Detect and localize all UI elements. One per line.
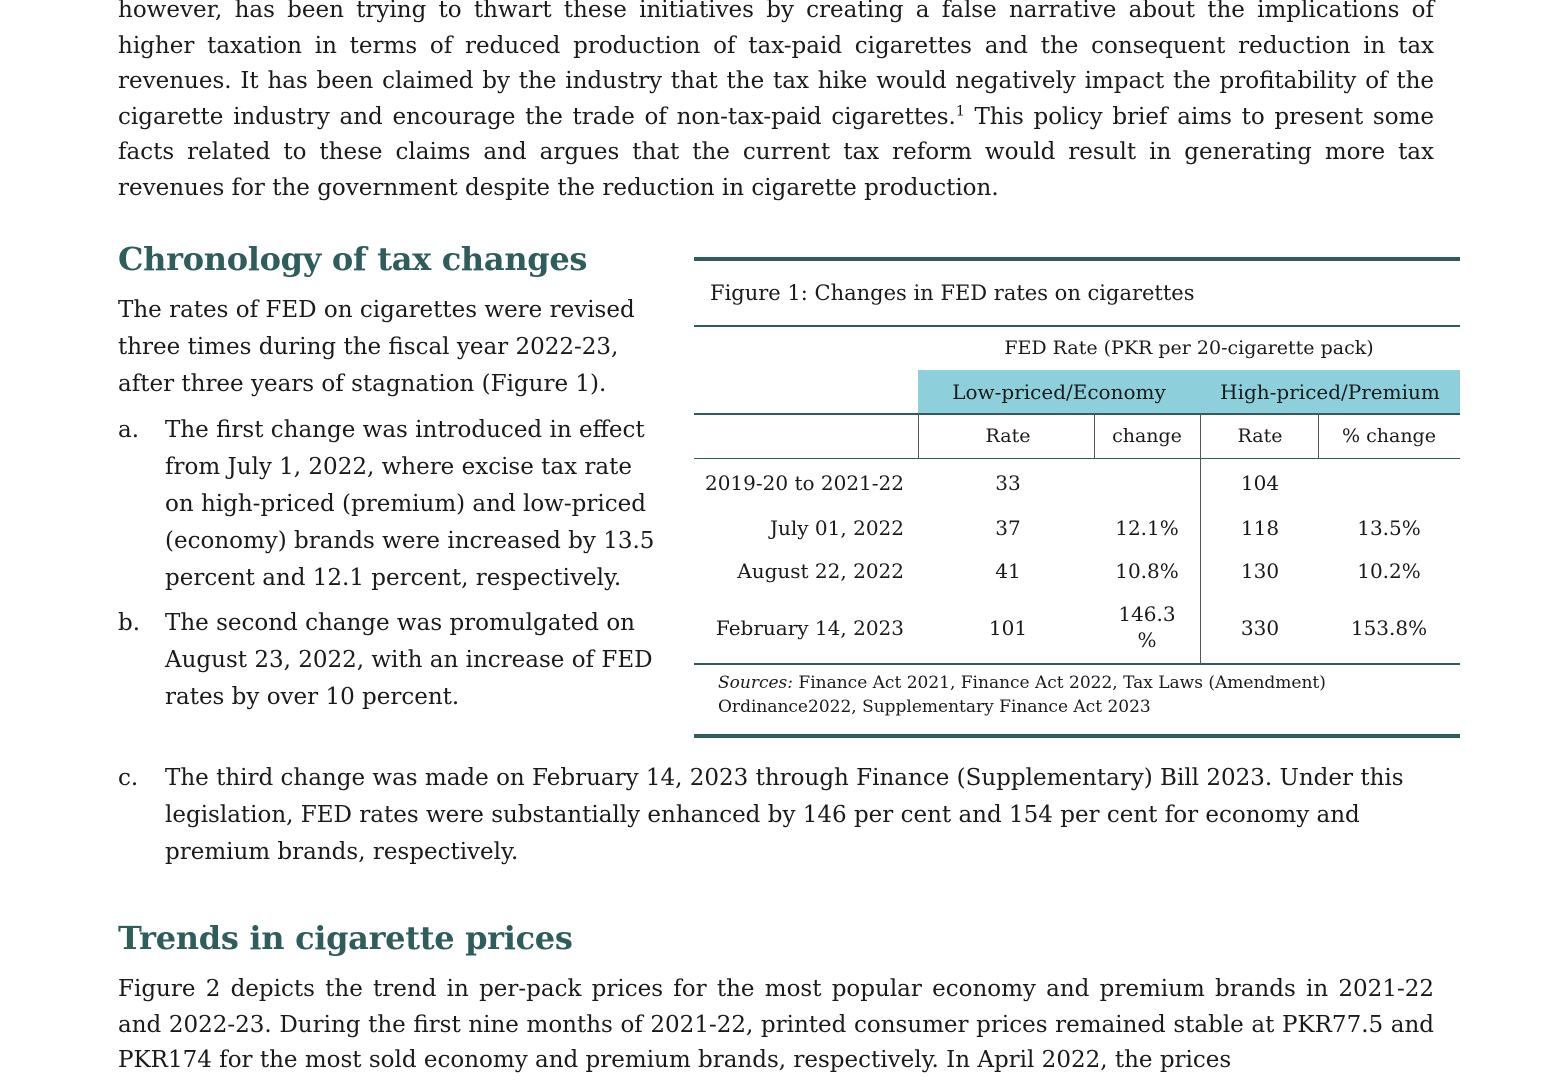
cell-low-rate: 33 — [995, 471, 1021, 495]
cell-low-change — [1094, 601, 1200, 653]
cell-high-rate: 130 — [1240, 559, 1280, 583]
cell-high-rate: 104 — [1240, 471, 1280, 495]
cell-high-rate: 118 — [1240, 516, 1280, 540]
header-divider — [694, 413, 1460, 415]
column-divider — [1200, 413, 1201, 663]
col-header-low-change: change — [1112, 425, 1182, 447]
cell-high-change: 153.8% — [1350, 616, 1428, 640]
section-heading-price-trends: Trends in cigarette prices — [118, 919, 573, 957]
figure-sources — [718, 671, 1438, 719]
chronology-intro: The rates of FED on cigarettes were revised three times during the fiscal year 2022-23, after three years of stagnation (Figure 1). — [118, 297, 635, 397]
cell-high-rate: 330 — [1240, 616, 1280, 640]
footnote-marker[interactable]: 1 — [955, 103, 965, 120]
row-label: July 01, 2022 — [769, 516, 904, 540]
column-divider — [1318, 413, 1319, 459]
cell-low-rate: 41 — [995, 559, 1021, 583]
sources-text: Finance Act 2021, Finance Act 2022, Tax Laws (Amendment) Ordinance2022, Supplementary Finance Act 2023 — [718, 673, 1326, 717]
table-bottom-divider — [694, 663, 1460, 665]
cell-low-change-line2: % — [1137, 628, 1157, 652]
cell-high-change: 10.2% — [1357, 559, 1421, 583]
price-trends-paragraph: Figure 2 depicts the trend in per-pack prices for the most popular economy and premium brands in 2021-22 and 2022-23. During the first nine months of 2021-22, printed consumer prices remained stable at PKR77.5 and PKR174 for the most sold economy and premium brands, respectively. In April 2022, the prices — [118, 976, 1434, 1074]
list-marker: c. — [118, 765, 139, 791]
list-item-text: The third change was made on February 14, 2023 through Finance (Supplementary) Bill 2023. Under this legislation, FED rates were substantially enhanced by 146 per cent and 154 per cent for economy and premium brands, respectively. — [165, 765, 1404, 865]
figure-fed-rates — [694, 257, 1460, 738]
column-divider — [1094, 413, 1095, 459]
list-item-text: The second change was promulgated on August 23, 2022, with an increase of FED rates by over 10 percent. — [165, 610, 653, 710]
cell-low-change-line1: 146.3 — [1118, 602, 1176, 626]
row-label: February 14, 2023 — [715, 616, 904, 640]
list-marker: b. — [118, 610, 141, 636]
list-item — [118, 605, 663, 716]
cell-high-change: 13.5% — [1357, 516, 1421, 540]
sources-label: Sources: — [718, 673, 793, 693]
row-label: 2019-20 to 2021-22 — [704, 471, 904, 495]
col-header-low-rate: Rate — [985, 425, 1031, 447]
section-heading-chronology: Chronology of tax changes — [118, 240, 588, 278]
row-label: August 22, 2022 — [737, 559, 904, 583]
intro-paragraph — [118, 0, 1434, 207]
group-header-premium: High-priced/Premium — [1200, 370, 1460, 413]
cell-low-change: 10.8% — [1115, 559, 1179, 583]
column-header-divider — [694, 458, 1460, 459]
intro-text-part1: however, has been trying to thwart these initiatives by creating a false narrative about the implications of higher taxation in terms of reduced production of tax-paid cigarettes and the consequent reduction in tax revenues. It has been claimed by the industry that the tax hike would negatively impact the profitability of the cigarette industry and encourage the trade of non-tax-paid cigarettes. — [118, 0, 1434, 130]
figure-caption: Figure 1: Changes in FED rates on cigarettes — [710, 281, 1195, 305]
chronology-list-continued — [118, 760, 1418, 879]
intro-text-part2: This policy brief aims to present some facts related to these claims and argues that the current tax reform would result in generating more tax revenues for the government despite the reduction in cigarette production. — [118, 103, 1434, 201]
list-marker: a. — [118, 417, 140, 443]
cell-low-rate: 37 — [995, 516, 1021, 540]
group-header-economy: Low-priced/Economy — [918, 370, 1200, 413]
chronology-list — [118, 412, 663, 724]
col-header-high-rate: Rate — [1237, 425, 1283, 447]
cell-low-rate: 101 — [988, 616, 1028, 640]
column-divider — [918, 413, 919, 459]
list-item-text: The first change was introduced in effect from July 1, 2022, where excise tax rate on high-priced (premium) and low-priced (economy) brands were increased by 13.5 percent and 12.1 percent, respectively. — [165, 417, 655, 591]
list-item — [118, 760, 1418, 871]
col-header-high-change: % change — [1342, 425, 1436, 447]
list-item — [118, 412, 663, 597]
table-super-header: FED Rate (PKR per 20-cigarette pack) — [1004, 337, 1374, 359]
cell-low-change: 12.1% — [1115, 516, 1179, 540]
caption-divider — [694, 325, 1460, 327]
